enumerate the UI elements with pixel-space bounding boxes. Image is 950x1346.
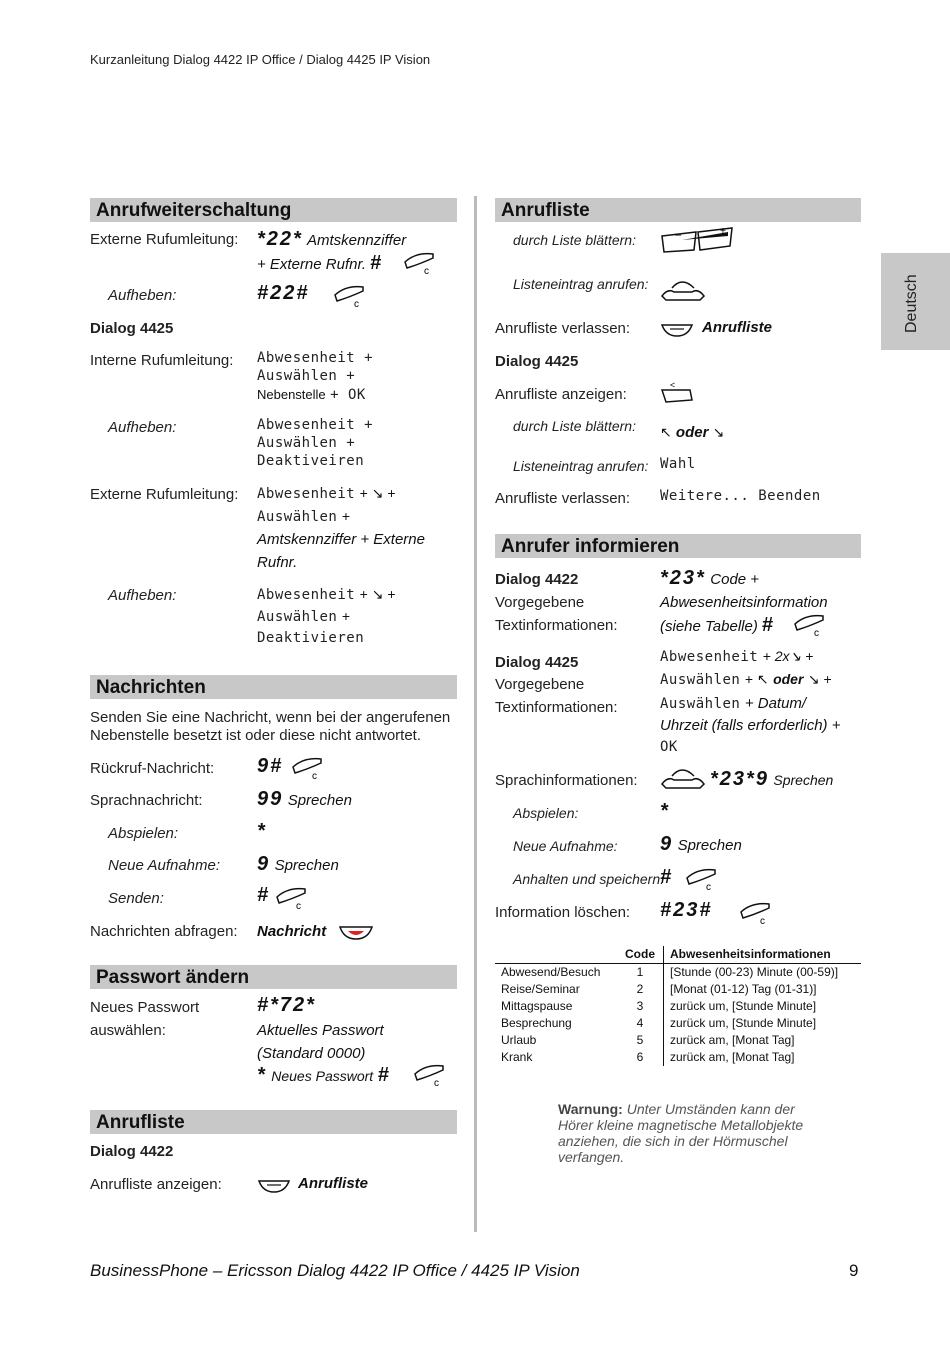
table-row [495, 1032, 861, 1049]
verlassen-label: Anrufliste verlassen: [495, 320, 631, 337]
handset-off-hook-icon [660, 278, 706, 302]
table-cell: Krank [501, 1050, 533, 1064]
language-tab [881, 253, 950, 350]
info-text-2: Textinformationen: [495, 699, 618, 716]
model-4425-heading: Dialog 4425 [90, 320, 174, 337]
info-loeschen-keys: #23# [660, 899, 713, 921]
table-cell: 3 [617, 998, 664, 1015]
ext-cancel-label: Aufheben: [108, 287, 177, 304]
blaettern-label: durch Liste blättern: [513, 232, 636, 248]
int-forward-l3: Nebenstelle + OK [257, 387, 366, 403]
sprachnachricht-label: Sprachnachricht: [90, 792, 203, 809]
info-anhalten-label: Anhalten und speichern: [513, 871, 664, 887]
pw-line-2: Aktuelles Passwort [257, 1022, 384, 1039]
section-heading-anrufer-informieren: Anrufer informieren [495, 534, 861, 558]
model-4425-heading-right: Dialog 4425 [495, 353, 579, 370]
warning-line-2: Hörer kleine magnetische Metallobjekte [558, 1117, 804, 1133]
svg-text:c: c [296, 901, 301, 911]
ext2-forward-l2: Auswählen + [257, 508, 350, 525]
table-cell: 4 [617, 1015, 664, 1032]
svg-text:c: c [434, 1078, 439, 1088]
soft-key-icon [257, 1178, 291, 1194]
ext-forward-keys: *22* Amtskennziffer [257, 228, 407, 250]
blaettern2-label: durch Liste blättern: [513, 418, 636, 434]
svg-text:c: c [760, 916, 765, 926]
abfragen-label: Nachrichten abfragen: [90, 923, 238, 940]
eintrag2-value: Wahl [660, 456, 696, 472]
sprachinfo-keys: *23*9 Sprechen [710, 768, 834, 790]
rueckruf-label: Rückruf-Nachricht: [90, 760, 215, 777]
pw-label-1: Neues Passwort [90, 999, 200, 1016]
table-cell: Besprechung [501, 1016, 572, 1030]
page-header: Kurzanleitung Dialog 4422 IP Office / Dialog 4425 IP Vision [90, 52, 431, 67]
info-abspielen-keys: * [660, 800, 670, 822]
language-tab-label: Deutsch [903, 274, 920, 333]
info-4425-l5: OK [660, 739, 678, 755]
table-header-row [495, 946, 861, 964]
table-cell: 2 [617, 981, 664, 998]
info-4422-keys: *23* Code + [660, 567, 760, 589]
sprachinfo-label: Sprachinformationen: [495, 772, 638, 789]
pw-line-3: (Standard 0000) [257, 1045, 366, 1062]
info-4422-l2: Abwesenheitsinformation [660, 594, 828, 611]
ext2-cancel-l1: Abwesenheit + ↘ + [257, 586, 396, 603]
section-heading-nachrichten: Nachrichten [90, 675, 457, 699]
rueckruf-keys: 9# [257, 755, 284, 777]
table-cell: 6 [617, 1049, 664, 1066]
message-key-icon [338, 923, 374, 941]
table-header-cell [495, 946, 617, 964]
info-vorg-1: Vorgegebene [495, 594, 585, 611]
info-neu-keys: 9 Sprechen [660, 833, 742, 855]
info-abspielen-label: Abspielen: [513, 805, 579, 821]
clear-key-icon [332, 283, 368, 309]
warning-note [558, 1101, 848, 1165]
int-cancel-l1: Abwesenheit + [257, 417, 374, 433]
nachr-intro-2: Nebenstelle besetzt ist oder diese nicht antwortet. [90, 727, 422, 744]
ext-forward-line2: + Externe Rufnr. # [257, 252, 384, 274]
clear-key-icon [412, 1062, 448, 1088]
info-4425-heading: Dialog 4425 [495, 654, 579, 671]
ext2-forward-l1: Abwesenheit + ↘ + [257, 485, 396, 502]
ext2-forward-l4: Rufnr. [257, 554, 298, 571]
clear-key-icon [402, 250, 438, 276]
table-cell: zurück um, [Stunde Minute] [670, 999, 817, 1013]
abfragen-value: Nachricht [257, 923, 327, 940]
pw-label-2: auswählen: [90, 1022, 166, 1039]
table-cell: Urlaub [501, 1033, 537, 1047]
clear-key-icon [738, 900, 774, 926]
ext2-cancel-l2: Auswählen + [257, 608, 350, 625]
int-cancel-l3: Deaktiveiren [257, 453, 365, 469]
verlassen-value: Anrufliste [702, 319, 773, 336]
neue-aufnahme-label: Neue Aufnahme: [108, 857, 221, 874]
table-row [495, 1015, 861, 1032]
info-4422-heading: Dialog 4422 [495, 571, 579, 588]
ext2-forward-l3: Amtskennziffer + Externe [257, 531, 425, 548]
table-row [495, 1049, 861, 1066]
listeneintrag-label: Listeneintrag anrufen: [513, 276, 649, 292]
table-cell: Abwesend/Besuch [501, 965, 601, 979]
model-4422-heading: Dialog 4422 [90, 1143, 174, 1160]
svg-text:–: – [675, 229, 682, 241]
sprachnachricht-keys: 99 Sprechen [257, 788, 352, 810]
table-cell: Reise/Seminar [501, 982, 580, 996]
svg-text:c: c [814, 628, 819, 638]
blaettern2-value: ↖ oder ↘ [660, 424, 725, 441]
senden-label: Senden: [108, 890, 164, 907]
abspielen-keys: * [257, 820, 267, 842]
int-forward-label: Interne Rufumleitung: [90, 352, 234, 369]
table-row [495, 964, 861, 982]
section-heading-anrufliste-left: Anrufliste [90, 1110, 457, 1134]
info-vorg-2: Vorgegebene [495, 676, 585, 693]
ext2-cancel-l3: Deaktivieren [257, 630, 365, 646]
svg-text:c: c [354, 299, 359, 309]
neue-aufnahme-keys: 9 Sprechen [257, 853, 339, 875]
pw-keys: #*72* [257, 994, 316, 1016]
info-4425-l3: Auswählen + Datum/ [660, 695, 807, 712]
section-heading-passwort: Passwort ändern [90, 965, 457, 989]
senden-keys: # [257, 884, 271, 906]
int-forward-l2: Auswählen + [257, 368, 356, 384]
table-row [495, 998, 861, 1015]
table-cell: 5 [617, 1032, 664, 1049]
ext-forward-label: Externe Rufumleitung: [90, 231, 239, 248]
svg-text:c: c [424, 266, 429, 276]
table-row [495, 981, 861, 998]
table-cell: zurück am, [Monat Tag] [670, 1033, 795, 1047]
section-heading-anrufliste-right: Anrufliste [495, 198, 861, 222]
svg-text:c: c [312, 771, 317, 781]
call-list-key-icon [660, 380, 696, 404]
info-loeschen-label: Information löschen: [495, 904, 631, 921]
info-text-1: Textinformationen: [495, 617, 618, 634]
anzeigen-4425-label: Anrufliste anzeigen: [495, 386, 627, 403]
abspielen-label: Abspielen: [108, 825, 179, 842]
svg-text:c: c [706, 882, 711, 892]
info-4422-l3: (siehe Tabelle) # [660, 614, 776, 636]
verlassen2-value: Weitere... Beenden [660, 488, 821, 504]
pw-line-4: * Neues Passwort # [257, 1064, 391, 1086]
ext2-forward-label: Externe Rufumleitung: [90, 486, 239, 503]
section-heading-anrufweiterschaltung: Anrufweiterschaltung [90, 198, 457, 222]
clear-key-icon [792, 612, 828, 638]
svg-text:<: < [670, 380, 676, 390]
clear-key-icon [274, 885, 310, 911]
nachr-intro-1: Senden Sie eine Nachricht, wenn bei der angerufenen [90, 709, 451, 726]
column-divider [474, 196, 477, 1232]
warning-line-3: anziehen, die sich in der Hörmuschel [558, 1133, 788, 1149]
table-cell: zurück am, [Monat Tag] [670, 1050, 795, 1064]
table-cell: 1 [617, 964, 664, 982]
page-number: 9 [849, 1261, 859, 1280]
verlassen2-label: Anrufliste verlassen: [495, 490, 631, 507]
info-4425-l1: Abwesenheit + 2x↘ + [660, 648, 814, 665]
clear-key-icon [290, 755, 326, 781]
warning-line-1: Warnung: Unter Umständen kann der [558, 1101, 795, 1117]
footer-title: BusinessPhone – Ericsson Dialog 4422 IP Office / 4425 IP Vision [90, 1261, 580, 1280]
anrufliste-anzeigen-label: Anrufliste anzeigen: [90, 1176, 222, 1193]
info-4425-l2: Auswählen + ↖ oder ↘ + [660, 671, 832, 688]
soft-key-icon [660, 322, 694, 338]
table-cell: zurück um, [Stunde Minute] [670, 1016, 817, 1030]
table-cell: Mittagspause [501, 999, 573, 1013]
warning-line-4: verfangen. [558, 1149, 625, 1165]
anrufliste-anzeigen-value: Anrufliste [298, 1175, 369, 1192]
int-cancel-l2: Auswählen + [257, 435, 356, 451]
int-forward-l1: Abwesenheit + [257, 350, 374, 366]
volume-keys-icon [660, 226, 734, 256]
clear-key-icon [684, 866, 720, 892]
table-header-cell: Code [617, 946, 664, 964]
table-cell: [Stunde (00-23) Minute (00-59)] [670, 965, 839, 979]
absence-info-table [495, 946, 861, 1066]
info-anhalten-keys: # [660, 866, 674, 888]
eintrag2-label: Listeneintrag anrufen: [513, 458, 649, 474]
int-cancel-label: Aufheben: [108, 419, 177, 436]
table-cell: [Monat (01-12) Tag (01-31)] [670, 982, 817, 996]
info-neu-label: Neue Aufnahme: [513, 838, 618, 854]
info-4425-l4: Uhrzeit (falls erforderlich) + [660, 717, 841, 734]
table-header-cell: Abwesenheitsinformationen [670, 947, 831, 961]
ext2-cancel-label: Aufheben: [108, 587, 177, 604]
ext-cancel-keys: #22# [257, 282, 310, 304]
handset-off-hook-icon [660, 766, 706, 790]
svg-text:+: + [720, 226, 726, 237]
